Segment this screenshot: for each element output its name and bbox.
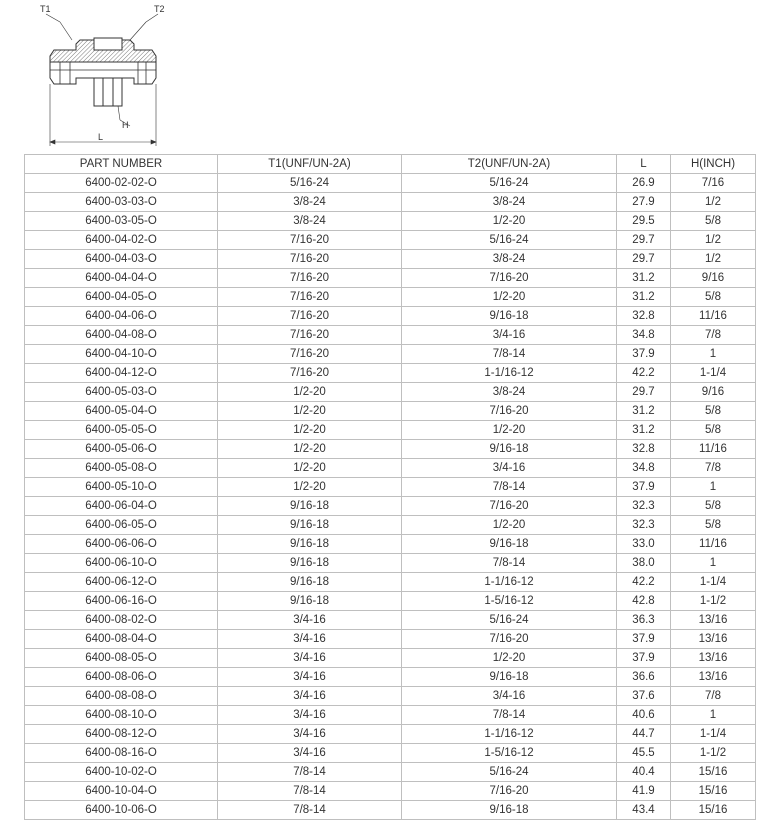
t2-cell: 1-1/16-12 (402, 364, 617, 383)
t1-cell: 7/16-20 (218, 269, 402, 288)
h-cell: 7/8 (671, 326, 756, 345)
part-number-cell: 6400-06-10-O (25, 554, 218, 573)
part-number-cell: 6400-08-08-O (25, 687, 218, 706)
h-cell: 1 (671, 706, 756, 725)
header-h: H(INCH) (671, 155, 756, 174)
table-row (25, 763, 756, 782)
part-number-cell: 6400-06-16-O (25, 592, 218, 611)
header-row (25, 155, 756, 174)
header-t1: T1(UNF/UN-2A) (218, 155, 402, 174)
part-number-cell: 6400-05-05-O (25, 421, 218, 440)
l-cell: 43.4 (617, 801, 671, 820)
h-cell: 13/16 (671, 611, 756, 630)
t2-cell: 7/8-14 (402, 345, 617, 364)
table-row (25, 782, 756, 801)
t2-cell: 3/4-16 (402, 326, 617, 345)
t2-cell: 1/2-20 (402, 212, 617, 231)
l-cell: 37.9 (617, 345, 671, 364)
part-number-cell: 6400-06-05-O (25, 516, 218, 535)
label-t2: T2 (154, 4, 165, 14)
table-row (25, 269, 756, 288)
l-cell: 34.8 (617, 459, 671, 478)
t2-cell: 7/8-14 (402, 478, 617, 497)
h-cell: 5/8 (671, 497, 756, 516)
table-row (25, 592, 756, 611)
table-row (25, 402, 756, 421)
table-row (25, 326, 756, 345)
l-cell: 27.9 (617, 193, 671, 212)
t1-cell: 9/16-18 (218, 554, 402, 573)
h-cell: 15/16 (671, 763, 756, 782)
h-cell: 1-1/4 (671, 364, 756, 383)
header-l: L (617, 155, 671, 174)
t2-cell: 7/16-20 (402, 630, 617, 649)
part-number-cell: 6400-04-03-O (25, 250, 218, 269)
t2-cell: 7/16-20 (402, 497, 617, 516)
table-row (25, 250, 756, 269)
table-row (25, 573, 756, 592)
t2-cell: 5/16-24 (402, 611, 617, 630)
table-row (25, 459, 756, 478)
table-row (25, 744, 756, 763)
part-number-cell: 6400-08-10-O (25, 706, 218, 725)
t1-cell: 3/4-16 (218, 725, 402, 744)
part-number-cell: 6400-10-06-O (25, 801, 218, 820)
table-row (25, 801, 756, 820)
part-number-cell: 6400-06-04-O (25, 497, 218, 516)
l-cell: 29.5 (617, 212, 671, 231)
t2-cell: 5/16-24 (402, 174, 617, 193)
part-number-cell: 6400-05-06-O (25, 440, 218, 459)
h-cell: 5/8 (671, 421, 756, 440)
l-cell: 40.6 (617, 706, 671, 725)
t2-cell: 9/16-18 (402, 801, 617, 820)
h-cell: 1/2 (671, 231, 756, 250)
table-body (25, 174, 756, 820)
t1-cell: 7/16-20 (218, 364, 402, 383)
l-cell: 42.2 (617, 364, 671, 383)
part-number-cell: 6400-08-04-O (25, 630, 218, 649)
l-cell: 42.8 (617, 592, 671, 611)
l-cell: 32.8 (617, 440, 671, 459)
part-number-cell: 6400-10-04-O (25, 782, 218, 801)
fitting-drawing (30, 0, 180, 150)
part-number-cell: 6400-04-10-O (25, 345, 218, 364)
h-cell: 13/16 (671, 630, 756, 649)
l-cell: 31.2 (617, 421, 671, 440)
h-cell: 15/16 (671, 782, 756, 801)
t2-cell: 3/8-24 (402, 383, 617, 402)
t2-cell: 1-1/16-12 (402, 573, 617, 592)
h-cell: 11/16 (671, 307, 756, 326)
t1-cell: 7/16-20 (218, 231, 402, 250)
h-cell: 1-1/4 (671, 725, 756, 744)
label-h: H (122, 120, 129, 130)
t1-cell: 9/16-18 (218, 535, 402, 554)
t2-cell: 7/16-20 (402, 782, 617, 801)
l-cell: 29.7 (617, 383, 671, 402)
table-row (25, 649, 756, 668)
l-cell: 26.9 (617, 174, 671, 193)
t2-cell: 7/16-20 (402, 269, 617, 288)
l-cell: 31.2 (617, 402, 671, 421)
part-number-cell: 6400-04-04-O (25, 269, 218, 288)
table-row (25, 554, 756, 573)
t2-cell: 5/16-24 (402, 231, 617, 250)
table-row (25, 212, 756, 231)
table-row (25, 516, 756, 535)
h-cell: 1-1/2 (671, 592, 756, 611)
t1-cell: 9/16-18 (218, 516, 402, 535)
t2-cell: 1/2-20 (402, 288, 617, 307)
l-cell: 44.7 (617, 725, 671, 744)
header-part-number: PART NUMBER (25, 155, 218, 174)
table-row (25, 421, 756, 440)
t2-cell: 3/8-24 (402, 193, 617, 212)
table-row (25, 307, 756, 326)
t1-cell: 1/2-20 (218, 440, 402, 459)
t2-cell: 9/16-18 (402, 307, 617, 326)
l-cell: 37.9 (617, 478, 671, 497)
t1-cell: 3/8-24 (218, 193, 402, 212)
table-row (25, 345, 756, 364)
t2-cell: 9/16-18 (402, 440, 617, 459)
t2-cell: 3/4-16 (402, 687, 617, 706)
table-row (25, 687, 756, 706)
t2-cell: 7/8-14 (402, 554, 617, 573)
h-cell: 11/16 (671, 440, 756, 459)
l-cell: 45.5 (617, 744, 671, 763)
table-row (25, 630, 756, 649)
table-row (25, 193, 756, 212)
t1-cell: 3/4-16 (218, 630, 402, 649)
label-t1: T1 (40, 4, 51, 14)
l-cell: 37.9 (617, 649, 671, 668)
table-row (25, 611, 756, 630)
h-cell: 5/8 (671, 402, 756, 421)
t1-cell: 3/4-16 (218, 687, 402, 706)
table-row (25, 383, 756, 402)
l-cell: 38.0 (617, 554, 671, 573)
table-row (25, 478, 756, 497)
l-cell: 31.2 (617, 288, 671, 307)
fitting-body (50, 38, 156, 106)
t1-cell: 1/2-20 (218, 402, 402, 421)
h-cell: 15/16 (671, 801, 756, 820)
part-number-cell: 6400-06-06-O (25, 535, 218, 554)
l-cell: 40.4 (617, 763, 671, 782)
label-l: L (98, 132, 104, 142)
l-cell: 32.8 (617, 307, 671, 326)
t2-cell: 7/16-20 (402, 402, 617, 421)
l-cell: 36.6 (617, 668, 671, 687)
table-row (25, 440, 756, 459)
t1-cell: 9/16-18 (218, 497, 402, 516)
l-cell: 34.8 (617, 326, 671, 345)
part-number-cell: 6400-04-06-O (25, 307, 218, 326)
h-cell: 13/16 (671, 668, 756, 687)
l-cell: 31.2 (617, 269, 671, 288)
h-cell: 1 (671, 478, 756, 497)
t1-cell: 7/16-20 (218, 345, 402, 364)
part-number-cell: 6400-04-08-O (25, 326, 218, 345)
table-row (25, 668, 756, 687)
t2-cell: 7/8-14 (402, 706, 617, 725)
part-number-cell: 6400-04-02-O (25, 231, 218, 250)
h-cell: 7/16 (671, 174, 756, 193)
t1-cell: 7/16-20 (218, 307, 402, 326)
part-number-cell: 6400-08-12-O (25, 725, 218, 744)
l-cell: 37.9 (617, 630, 671, 649)
t1-cell: 3/4-16 (218, 744, 402, 763)
h-cell: 1 (671, 345, 756, 364)
part-number-cell: 6400-03-03-O (25, 193, 218, 212)
h-cell: 9/16 (671, 269, 756, 288)
part-number-cell: 6400-04-12-O (25, 364, 218, 383)
l-cell: 36.3 (617, 611, 671, 630)
t1-cell: 9/16-18 (218, 592, 402, 611)
h-cell: 5/8 (671, 516, 756, 535)
h-cell: 1-1/4 (671, 573, 756, 592)
h-cell: 9/16 (671, 383, 756, 402)
table-row (25, 288, 756, 307)
l-cell: 29.7 (617, 231, 671, 250)
t1-cell: 9/16-18 (218, 573, 402, 592)
t2-cell: 1-5/16-12 (402, 744, 617, 763)
h-cell: 1/2 (671, 250, 756, 269)
t1-cell: 7/16-20 (218, 288, 402, 307)
header-t2: T2(UNF/UN-2A) (402, 155, 617, 174)
part-number-cell: 6400-04-05-O (25, 288, 218, 307)
t2-cell: 9/16-18 (402, 668, 617, 687)
t1-cell: 7/16-20 (218, 250, 402, 269)
h-cell: 5/8 (671, 288, 756, 307)
t1-cell: 1/2-20 (218, 421, 402, 440)
t1-cell: 7/8-14 (218, 763, 402, 782)
part-number-cell: 6400-02-02-O (25, 174, 218, 193)
h-cell: 1-1/2 (671, 744, 756, 763)
part-number-cell: 6400-05-03-O (25, 383, 218, 402)
t1-cell: 7/8-14 (218, 801, 402, 820)
t1-cell: 1/2-20 (218, 383, 402, 402)
l-cell: 37.6 (617, 687, 671, 706)
t1-cell: 1/2-20 (218, 459, 402, 478)
h-cell: 11/16 (671, 535, 756, 554)
part-number-cell: 6400-08-16-O (25, 744, 218, 763)
h-cell: 1 (671, 554, 756, 573)
t1-cell: 3/4-16 (218, 706, 402, 725)
table-row (25, 364, 756, 383)
t2-cell: 9/16-18 (402, 535, 617, 554)
part-number-cell: 6400-06-12-O (25, 573, 218, 592)
part-number-cell: 6400-03-05-O (25, 212, 218, 231)
t1-cell: 5/16-24 (218, 174, 402, 193)
t1-cell: 1/2-20 (218, 478, 402, 497)
part-number-cell: 6400-08-05-O (25, 649, 218, 668)
part-number-cell: 6400-08-06-O (25, 668, 218, 687)
h-cell: 7/8 (671, 687, 756, 706)
t1-cell: 3/4-16 (218, 668, 402, 687)
h-cell: 1/2 (671, 193, 756, 212)
t1-cell: 7/8-14 (218, 782, 402, 801)
table-row (25, 535, 756, 554)
t2-cell: 1/2-20 (402, 421, 617, 440)
part-number-cell: 6400-05-04-O (25, 402, 218, 421)
l-cell: 33.0 (617, 535, 671, 554)
l-cell: 41.9 (617, 782, 671, 801)
t1-cell: 7/16-20 (218, 326, 402, 345)
l-cell: 42.2 (617, 573, 671, 592)
t1-cell: 3/4-16 (218, 649, 402, 668)
t2-cell: 5/16-24 (402, 763, 617, 782)
table-row (25, 725, 756, 744)
l-cell: 29.7 (617, 250, 671, 269)
part-number-cell: 6400-05-10-O (25, 478, 218, 497)
t2-cell: 1-5/16-12 (402, 592, 617, 611)
part-number-cell: 6400-05-08-O (25, 459, 218, 478)
table-row (25, 706, 756, 725)
l-cell: 32.3 (617, 516, 671, 535)
t2-cell: 1-1/16-12 (402, 725, 617, 744)
t1-cell: 3/4-16 (218, 611, 402, 630)
h-cell: 7/8 (671, 459, 756, 478)
h-cell: 5/8 (671, 212, 756, 231)
part-number-cell: 6400-10-02-O (25, 763, 218, 782)
t1-cell: 3/8-24 (218, 212, 402, 231)
t2-cell: 3/8-24 (402, 250, 617, 269)
l-cell: 32.3 (617, 497, 671, 516)
t2-cell: 3/4-16 (402, 459, 617, 478)
part-number-cell: 6400-08-02-O (25, 611, 218, 630)
t2-cell: 1/2-20 (402, 649, 617, 668)
spec-table (24, 154, 756, 820)
table-row (25, 231, 756, 250)
t2-cell: 1/2-20 (402, 516, 617, 535)
table-row (25, 174, 756, 193)
h-cell: 13/16 (671, 649, 756, 668)
table-row (25, 497, 756, 516)
